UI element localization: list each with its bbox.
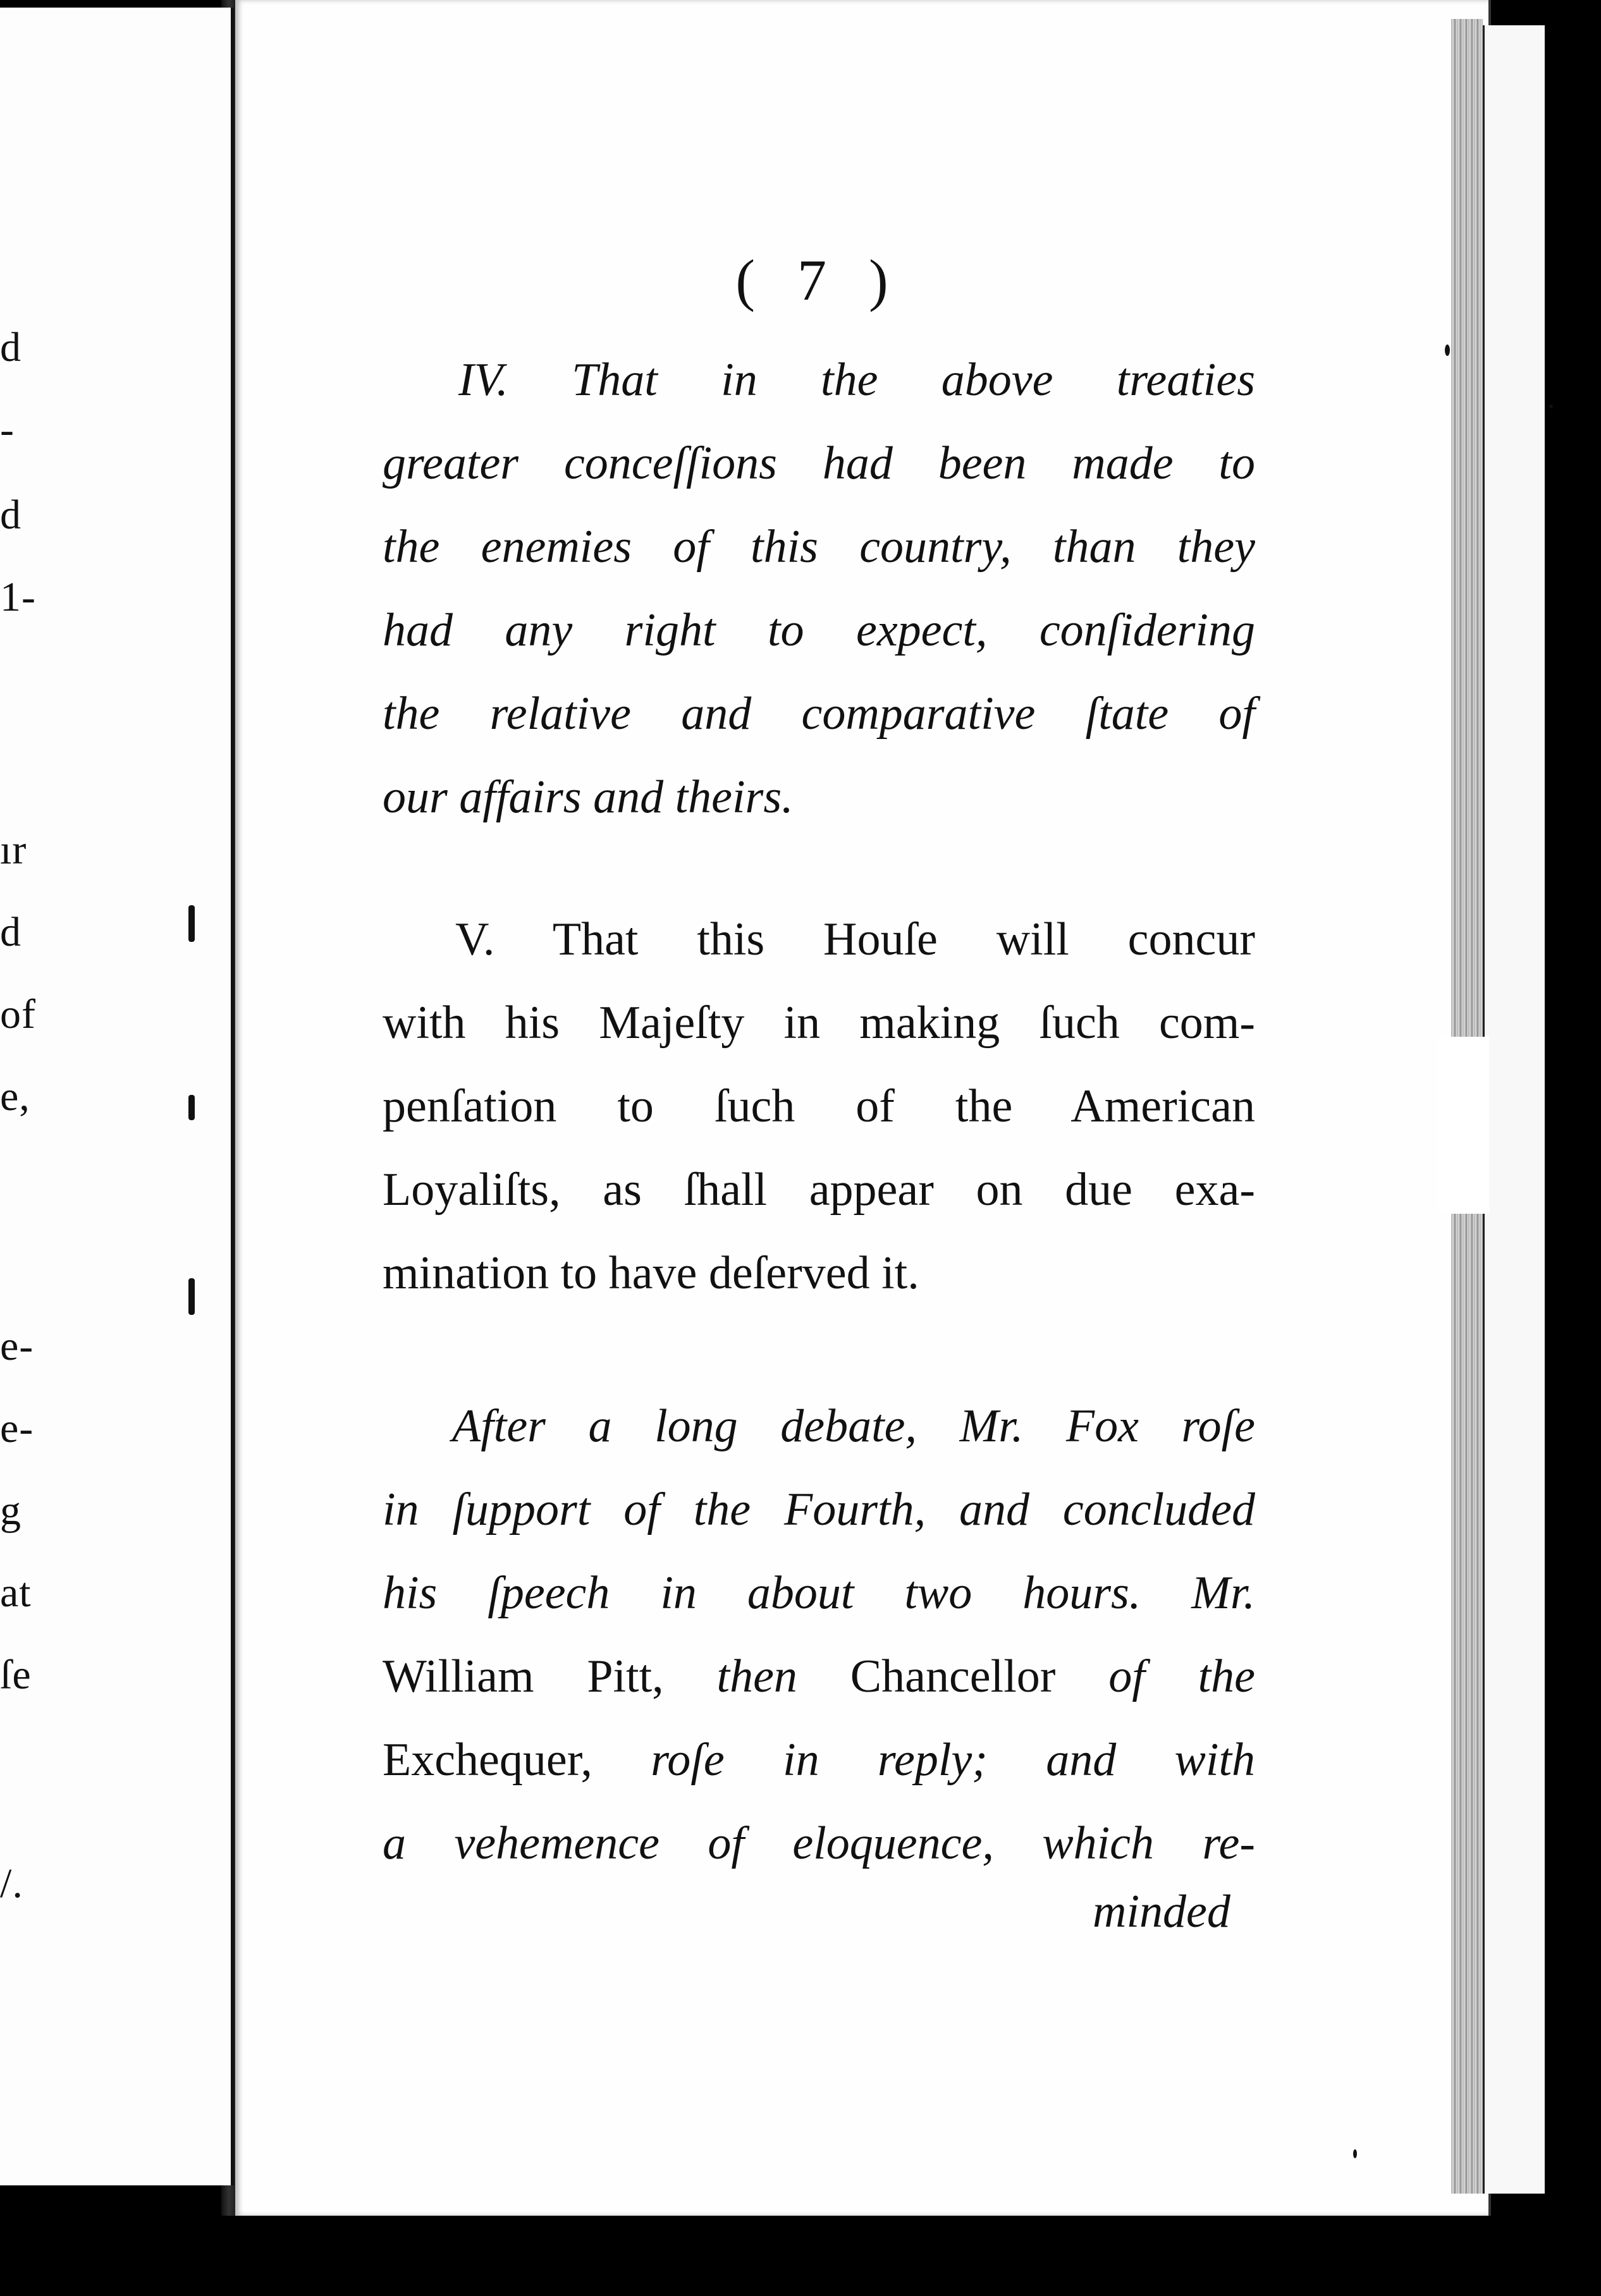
resolution-v-line: V. That this Houſe will concur	[455, 913, 1255, 965]
scan-speck	[1353, 2149, 1357, 2158]
resolution-iv-line: the enemies of this country, than they	[383, 521, 1255, 573]
resolution-iv-line: the relative and comparative ſtate of	[383, 688, 1255, 740]
left-page-fragment: 1-	[0, 574, 36, 620]
ink-mark	[188, 1095, 195, 1120]
left-page-fragment: e-	[0, 1405, 34, 1451]
catchword: minded	[1093, 1886, 1230, 1938]
left-page-fragment: e-	[0, 1323, 34, 1369]
left-facing-page	[0, 8, 234, 2185]
left-page-fragment: d	[0, 324, 21, 370]
ink-mark	[188, 1278, 195, 1315]
resolution-v-line: Loyaliſts, as ſhall appear on due exa-	[383, 1164, 1255, 1216]
narrative-phrase: roſe in reply; and with	[651, 1734, 1255, 1786]
narrative-line	[383, 1635, 1255, 1718]
resolution-iv-line: our affairs and theirs.	[383, 771, 794, 823]
narrative-line	[383, 1718, 1255, 1802]
left-page-fragment: d	[0, 909, 21, 955]
narrative-line: in ſupport of the Fourth, and concluded	[383, 1484, 1255, 1536]
resolution-iv-line: IV. That in the above treaties	[458, 354, 1255, 406]
left-page-fragment: e,	[0, 1073, 30, 1120]
resolution-iv-line: had any right to expect, conſidering	[383, 604, 1255, 656]
left-page-fragment: /.	[0, 1860, 23, 1907]
title-chancellor: Chancellor	[850, 1651, 1056, 1702]
narrative-line: a vehemence of eloquence, which re-	[383, 1817, 1255, 1869]
left-page-fragment: -	[0, 406, 15, 453]
left-page-fragment: ſe	[0, 1652, 32, 1698]
narrative-line: After a long debate, Mr. Fox roſe	[452, 1400, 1255, 1452]
scan-background	[0, 2216, 1601, 2296]
scan-speck	[1445, 345, 1450, 356]
resolution-v-line: penſation to ſuch of the American	[383, 1080, 1255, 1132]
narrative-paragraph	[383, 1384, 1255, 1885]
scan-speck	[1549, 405, 1553, 408]
left-page-fragment: g	[0, 1487, 21, 1534]
title-exchequer: Exchequer,	[383, 1734, 592, 1786]
page-number: ( 7 )	[735, 248, 902, 312]
back-page-edge	[1483, 25, 1545, 2194]
resolution-v	[383, 898, 1255, 1315]
resolution-v-line: with his Majeſty in making ſuch com-	[383, 997, 1255, 1049]
resolution-iv	[383, 338, 1255, 839]
resolution-v-line: mination to have deſerved it.	[383, 1247, 919, 1299]
narrative-line: his ſpeech in about two hours. Mr.	[383, 1567, 1255, 1619]
left-page-fragment: of	[0, 991, 36, 1037]
narrative-word: of the	[1108, 1651, 1256, 1702]
resolution-iv-line: greater conceſſions had been made to	[383, 437, 1255, 489]
left-page-fragment: d	[0, 492, 21, 538]
page-edge-highlight	[1438, 1037, 1489, 1214]
left-page-fragment: at	[0, 1570, 32, 1616]
ink-mark	[188, 905, 195, 942]
left-page-fragment: ır	[0, 827, 27, 873]
name-william-pitt: William Pitt,	[383, 1651, 664, 1702]
narrative-word: then	[716, 1651, 797, 1702]
